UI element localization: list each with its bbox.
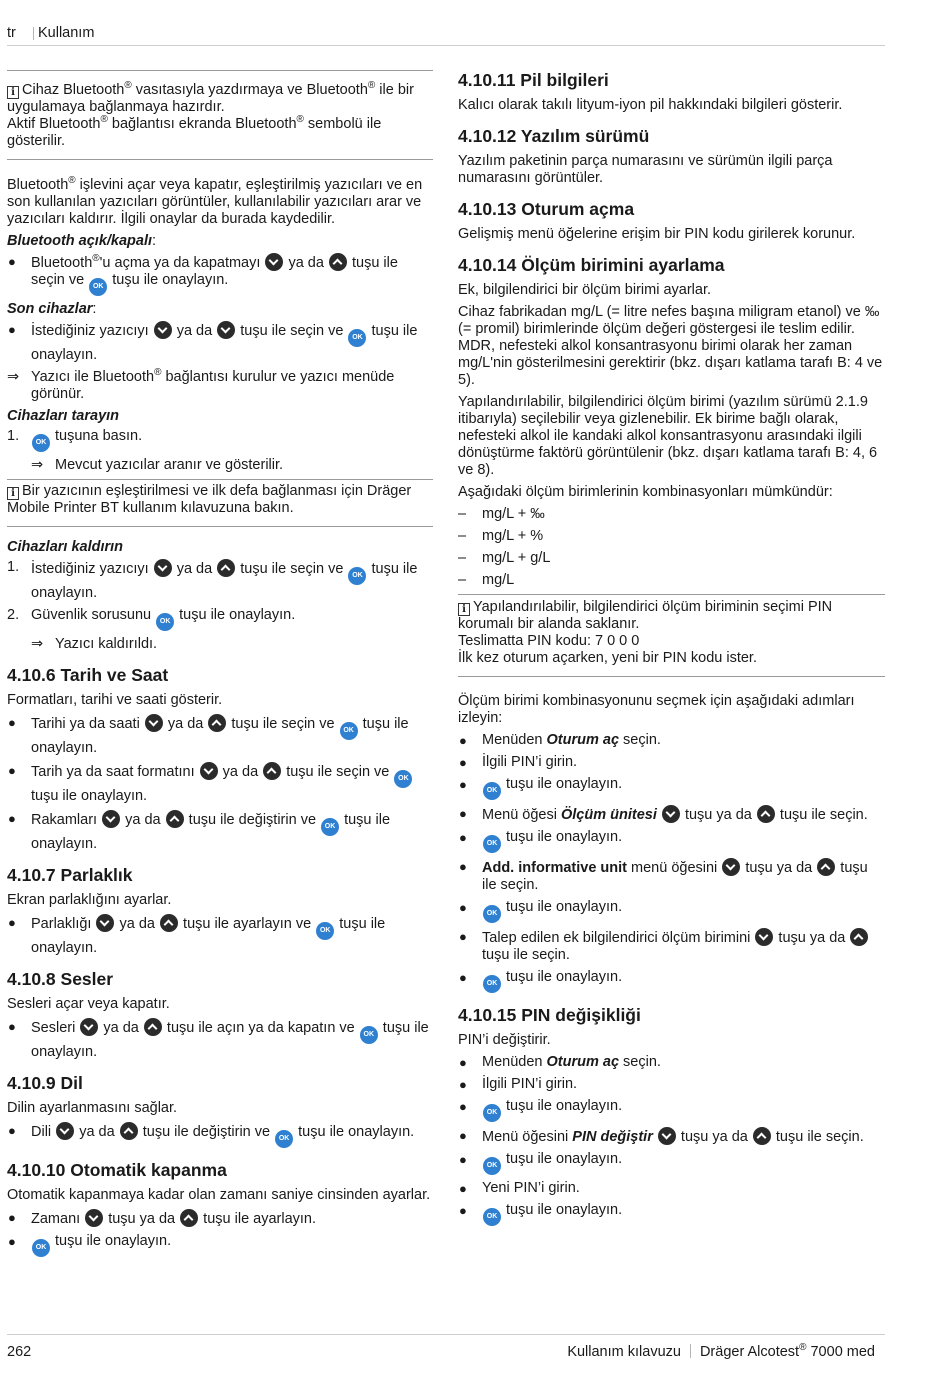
- section-text: Gelişmiş menü öğelerine erişim bir PIN kodu girilerek korunur.: [458, 226, 856, 242]
- up-key-icon: [208, 714, 226, 732]
- down-key-icon: [145, 714, 163, 732]
- down-key-icon: [154, 321, 172, 339]
- down-key-icon: [662, 805, 680, 823]
- ok-key-icon: OK: [321, 818, 339, 836]
- page-number: 262: [7, 1344, 32, 1360]
- result-line: ⇒ Yazıcı kaldırıldı.: [31, 636, 158, 652]
- section-text: Ölçüm birimi kombinasyonunu seçmek için aşağıdaki adımları izleyin:: [458, 693, 855, 726]
- list-item: ● Parlaklığı ya da tuşu ile ayarlayın ve OK tuşu ile onaylayın.: [8, 915, 386, 956]
- footer-divider: [690, 1344, 691, 1358]
- up-key-icon: [120, 1122, 138, 1140]
- section-heading: 4.10.11 Pil bilgileri: [458, 70, 609, 90]
- ok-key-icon: OK: [360, 1026, 378, 1044]
- page-header: [7, 24, 885, 46]
- list-item: ● OK tuşu ile onaylayın.: [458, 899, 885, 923]
- list-item: – mg/L + g/L: [458, 550, 551, 566]
- section-heading: 4.10.13 Oturum açma: [458, 199, 635, 219]
- section-text: Formatları, tarihi ve saati gösterir.: [7, 692, 223, 708]
- ok-key-icon: OK: [156, 613, 174, 631]
- ok-key-icon: OK: [32, 434, 50, 452]
- down-key-icon: [102, 810, 120, 828]
- section-heading: 4.10.12 Yazılım sürümü: [458, 126, 650, 146]
- list-item: ● Menüden Oturum aç seçin.: [459, 732, 661, 748]
- section-heading: 4.10.15 PIN değişikliği: [458, 1005, 641, 1025]
- section-text: Yapılandırılabilir, bilgilendirici ölçüm birimi (yazılım sürümü 2.1.9 itibarıyla) seçilebilir veya gizlenebilir. Ek birime bağlı olarak, nefesteki alkol ile kandaki alkol konsantrasyonu arasındaki ilgili dönüştürme faktörü görüntülenir (bkz. dışarı katlama tarafı B: 4, 6 ve 8).: [458, 394, 878, 478]
- down-key-icon: [56, 1122, 74, 1140]
- section-text: Otomatik kapanmaya kadar olan zamanı saniye cinsinden ayarlar.: [7, 1187, 431, 1203]
- result-line: ⇒ Yazıcı ile Bluetooth® bağlantısı kurulur ve yazıcı menüde görünür.: [7, 367, 395, 402]
- bluetooth-intro: Bluetooth® işlevini açar veya kapatır, eşleştirilmiş yazıcıları ve en son kullanılan yazıcıları görüntüler, kullanılabilir yazıcıları arar ve yazıcıları kaldırır. İlgili onaylar da burada kaydedilir.: [7, 175, 423, 227]
- ok-key-icon: OK: [483, 975, 501, 993]
- list-item: ● Menüden Oturum aç seçin.: [459, 1054, 661, 1070]
- list-item: ● OK tuşu ile onaylayın.: [458, 776, 885, 800]
- list-item: ● Tarihi ya da saati ya da tuşu ile seçin ve OK tuşu ile onaylayın.: [8, 715, 409, 756]
- list-item: ● OK tuşu ile onaylayın.: [458, 969, 885, 993]
- left-column: [7, 70, 433, 1262]
- note-text: i Bir yazıcının eşleştirilmesi ve ilk defa bağlanması için Dräger Mobile Printer BT kullanım kılavuzuna bakın.: [7, 483, 412, 516]
- header-divider: [33, 27, 34, 40]
- list-item: 1. İstediğiniz yazıcıyı ya da tuşu ile seçin ve OK tuşu ile onaylayın.: [7, 559, 418, 601]
- ok-key-icon: OK: [483, 1208, 501, 1226]
- ok-key-icon: OK: [32, 1239, 50, 1257]
- up-key-icon: [850, 928, 868, 946]
- list-item: ● OK tuşu ile onaylayın.: [458, 1202, 885, 1226]
- section-text: Sesleri açar veya kapatır.: [7, 996, 170, 1012]
- down-key-icon: [200, 762, 218, 780]
- section-text: Yazılım paketinin parça numarasını ve sürümün ilgili parça numarasını görüntüler.: [458, 153, 833, 186]
- ok-key-icon: OK: [483, 905, 501, 923]
- unit-steps-list: [458, 732, 885, 993]
- list-item: 1. OK tuşuna basın.: [7, 428, 433, 452]
- list-item: ● Add. informative unit menü öğesini tuşu ya da tuşu ile seçin.: [459, 859, 868, 893]
- list-item: 2. Güvenlik sorusunu OK tuşu ile onaylayın.: [7, 607, 433, 631]
- list-item: – mg/L + ‰: [458, 506, 545, 522]
- up-key-icon: [166, 810, 184, 828]
- subheading-scan-devices: Cihazları tarayın: [7, 408, 120, 424]
- ok-key-icon: OK: [348, 329, 366, 347]
- remove-steps: [7, 559, 433, 631]
- subheading-bt-onoff: Bluetooth açık/kapalı:: [7, 233, 157, 249]
- subheading-recent-devices: Son cihazlar:: [7, 301, 97, 317]
- ok-key-icon: OK: [483, 1157, 501, 1175]
- section-heading: 4.10.14 Ölçüm birimini ayarlama: [458, 255, 725, 275]
- list-item: ● Bluetooth®'u açma ya da kapatmayı ya da tuşu ile seçin ve OK tuşu ile onaylayın.: [7, 253, 433, 296]
- ok-key-icon: OK: [483, 835, 501, 853]
- section-text: Kalıcı olarak takılı lityum-iyon pil hakkındaki bilgileri gösterir.: [458, 97, 843, 113]
- header-title: Kullanım: [38, 25, 95, 41]
- result-line: ⇒ Mevcut yazıcılar aranır ve gösterilir.: [31, 457, 284, 473]
- footer-product: Dräger Alcotest: [699, 1344, 800, 1360]
- up-key-icon: [217, 559, 235, 577]
- section-text: Dilin ayarlanmasını sağlar.: [7, 1100, 178, 1116]
- sounds-list: [7, 1018, 433, 1061]
- down-key-icon: [85, 1209, 103, 1227]
- up-key-icon: [180, 1209, 198, 1227]
- ok-key-icon: OK: [483, 1104, 501, 1122]
- auto-off-list: [7, 1209, 433, 1257]
- date-time-list: [7, 714, 433, 853]
- list-item: ● Yeni PIN’i girin.: [459, 1180, 580, 1196]
- up-key-icon: [753, 1127, 771, 1145]
- list-item: ● Tarih ya da saat formatını ya da tuşu ile seçin ve OK tuşu ile onaylayın.: [7, 762, 433, 805]
- list-item: ● Sesleri ya da tuşu ile açın ya da kapatın ve OK tuşu ile onaylayın.: [8, 1019, 429, 1060]
- up-key-icon: [160, 914, 178, 932]
- list-item: ● OK tuşu ile onaylayın.: [458, 1151, 885, 1175]
- printer-info-note: [7, 479, 433, 527]
- ok-key-icon: OK: [348, 567, 366, 585]
- section-text: Cihaz fabrikadan mg/L (= litre nefes başına miligram etanol) ve ‰ (= promil) birimlerinde ölçüm değeri göstergesi ile teslim edilir. MDR, nefesteki alkol konsantrasyonu birimi olarak her zaman mg/L'nin gösterilmesini gerektirir (bkz. dışarı katlama tarafı B: 4 ve 5).: [458, 304, 883, 388]
- subheading-remove-devices: Cihazları kaldırın: [7, 539, 124, 555]
- list-item: ● İlgili PIN’i girin.: [459, 1076, 578, 1092]
- ok-key-icon: OK: [483, 782, 501, 800]
- note-text: i Yapılandırılabilir, bilgilendirici ölçüm biriminin seçimi PIN korumalı bir alanda saklanır. Teslimatta PIN kodu: 7 0 0 0 İlk kez oturum açarken, yeni bir PIN kodu ister.: [458, 599, 833, 666]
- section-text: Aşağıdaki ölçüm birimlerinin kombinasyonları mümkündür:: [458, 484, 833, 500]
- ok-key-icon: OK: [89, 278, 107, 296]
- list-item: ● OK tuşu ile onaylayın.: [458, 829, 885, 853]
- footer-doc-info: Kullanım kılavuzu Dräger Alcotest® 7000 med: [567, 1342, 875, 1360]
- info-icon: i: [7, 487, 19, 500]
- down-key-icon: [722, 858, 740, 876]
- note-text: i Cihaz Bluetooth® vasıtasıyla yazdırmaya ve Bluetooth® ile bir uygulamaya bağlanmaya hazırdır. Aktif Bluetooth® bağlantısı ekranda Bluetooth® sembolü ile gösterilir.: [7, 80, 414, 149]
- ok-key-icon: OK: [394, 770, 412, 788]
- right-column: [458, 70, 885, 1231]
- info-icon: i: [7, 86, 19, 99]
- list-item: – mg/L + %: [458, 528, 544, 544]
- section-heading: 4.10.10 Otomatik kapanma: [7, 1160, 227, 1180]
- ok-key-icon: OK: [340, 722, 358, 740]
- up-key-icon: [329, 253, 347, 271]
- down-key-icon: [658, 1127, 676, 1145]
- section-text: PIN’i değiştirir.: [458, 1032, 551, 1048]
- info-icon: i: [458, 603, 470, 616]
- language-list: [7, 1122, 433, 1148]
- ok-key-icon: OK: [275, 1130, 293, 1148]
- pin-change-list: [458, 1054, 885, 1226]
- recent-devices-list: [7, 321, 433, 364]
- list-item: ● Rakamları ya da tuşu ile değiştirin ve OK tuşu ile onaylayın.: [8, 811, 391, 852]
- list-item: ● Dili ya da tuşu ile değiştirin ve OK tuşu ile onaylayın.: [7, 1122, 433, 1148]
- language-code: tr: [7, 25, 16, 41]
- list-item: – mg/L: [458, 572, 515, 588]
- list-item: ● Talep edilen ek bilgilendirici ölçüm birimini tuşu ya da tuşu ile seçin.: [458, 928, 885, 964]
- bluetooth-info-note: [7, 70, 433, 160]
- down-key-icon: [217, 321, 235, 339]
- page-footer: [7, 1334, 885, 1364]
- down-key-icon: [265, 253, 283, 271]
- up-key-icon: [144, 1018, 162, 1036]
- pin-info-note: [458, 594, 885, 677]
- list-item: ● OK tuşu ile onaylayın.: [458, 1098, 885, 1122]
- bt-onoff-list: [7, 253, 433, 296]
- down-key-icon: [80, 1018, 98, 1036]
- list-item: ● Menü öğesini PIN değiştir tuşu ya da tuşu ile seçin.: [459, 1128, 864, 1145]
- section-heading: 4.10.9 Dil: [7, 1073, 83, 1093]
- section-text: Ek, bilgilendirici bir ölçüm birimi ayarlar.: [458, 282, 712, 298]
- footer-doc-title: Kullanım kılavuzu: [567, 1344, 681, 1360]
- section-heading: 4.10.6 Tarih ve Saat: [7, 665, 169, 685]
- down-key-icon: [96, 914, 114, 932]
- ok-key-icon: OK: [316, 922, 334, 940]
- brightness-list: [7, 914, 433, 957]
- list-item: ● Menü öğesi Ölçüm ünitesi tuşu ya da tuşu ile seçin.: [459, 806, 868, 823]
- unit-combinations-list: [458, 506, 885, 589]
- list-item: ● İlgili PIN’i girin.: [459, 754, 578, 770]
- scan-steps: [7, 428, 433, 452]
- list-item: ● OK tuşu ile onaylayın.: [7, 1233, 433, 1257]
- up-key-icon: [263, 762, 281, 780]
- footer-model: 7000 med: [806, 1344, 875, 1360]
- section-text: Ekran parlaklığını ayarlar.: [7, 892, 172, 908]
- up-key-icon: [817, 858, 835, 876]
- up-key-icon: [757, 805, 775, 823]
- list-item: ● İstediğiniz yazıcıyı ya da tuşu ile seçin ve OK tuşu ile onaylayın.: [8, 322, 418, 363]
- down-key-icon: [755, 928, 773, 946]
- section-heading: 4.10.7 Parlaklık: [7, 865, 133, 885]
- list-item: ● Zamanı tuşu ya da tuşu ile ayarlayın.: [8, 1210, 317, 1227]
- down-key-icon: [154, 559, 172, 577]
- section-heading: 4.10.8 Sesler: [7, 969, 114, 989]
